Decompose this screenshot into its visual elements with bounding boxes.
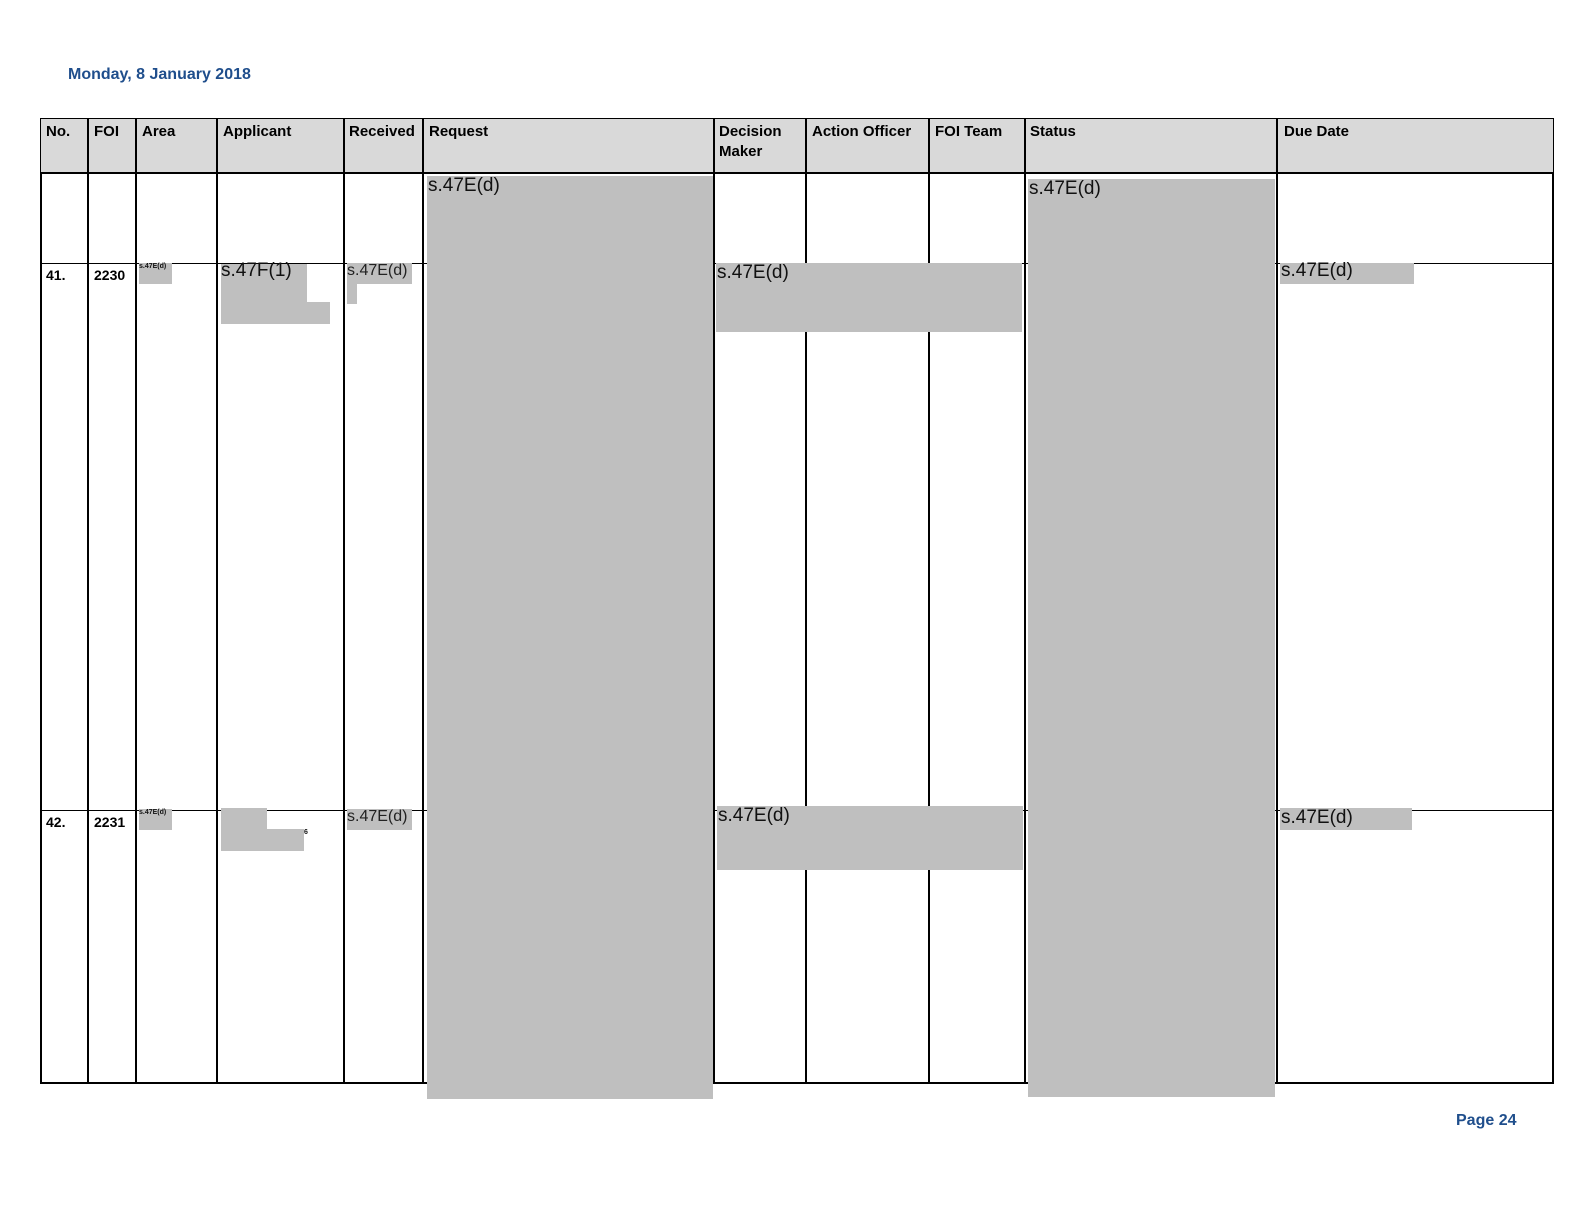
header-action-officer: Action Officer	[812, 123, 912, 140]
row-41-area-label: s.47E(d)	[139, 263, 167, 270]
row-42-received-label: s.47E(d)	[347, 808, 408, 825]
row-41-applicant-label: s.47F(1)	[221, 260, 292, 281]
header-request: Request	[429, 123, 489, 140]
header-decision-maker: Decision Maker	[719, 123, 782, 160]
row-41-foi: 2230	[94, 267, 126, 283]
row-42-due-label: s.47E(d)	[1281, 807, 1353, 828]
status-redaction	[1028, 179, 1275, 1097]
header-status: Status	[1030, 123, 1076, 140]
header-received: Received	[349, 123, 415, 140]
document-date: Monday, 8 January 2018	[68, 66, 251, 83]
header-applicant: Applicant	[223, 123, 292, 140]
header-area: Area	[142, 123, 176, 140]
row-41-received-label: s.47E(d)	[347, 262, 408, 279]
header-no: No.	[46, 123, 71, 140]
header-foi-team: FOI Team	[935, 123, 1003, 140]
row-42-applicant-mark: 6	[304, 829, 308, 836]
column-divider	[135, 119, 137, 1083]
column-divider	[343, 119, 345, 1083]
column-divider	[422, 119, 424, 1083]
column-divider	[713, 119, 715, 1083]
column-divider	[87, 119, 89, 1083]
column-divider	[1024, 119, 1026, 1083]
request-redaction	[427, 176, 713, 1099]
row-41-received-redaction	[347, 283, 357, 304]
header-due-date: Due Date	[1284, 123, 1350, 140]
row-42-no: 42.	[46, 814, 66, 830]
row-41-no: 41.	[46, 267, 66, 283]
status-redaction-label: s.47E(d)	[1029, 178, 1101, 199]
header-foi: FOI	[94, 123, 119, 140]
row-41-decision-label: s.47E(d)	[717, 262, 789, 283]
row-41-due-label: s.47E(d)	[1281, 260, 1353, 281]
row-42-applicant-redaction	[221, 829, 304, 851]
page-number: Page 24	[1456, 1112, 1517, 1129]
row-42-applicant-redaction	[221, 808, 267, 830]
request-redaction-label: s.47E(d)	[428, 175, 500, 196]
row-42-decision-label: s.47E(d)	[718, 805, 790, 826]
row-41-applicant-redaction	[221, 302, 330, 324]
row-42-area-label: s.47E(d)	[139, 809, 167, 816]
column-divider	[216, 119, 218, 1083]
row-42-foi: 2231	[94, 814, 126, 830]
column-divider	[1276, 119, 1278, 1083]
